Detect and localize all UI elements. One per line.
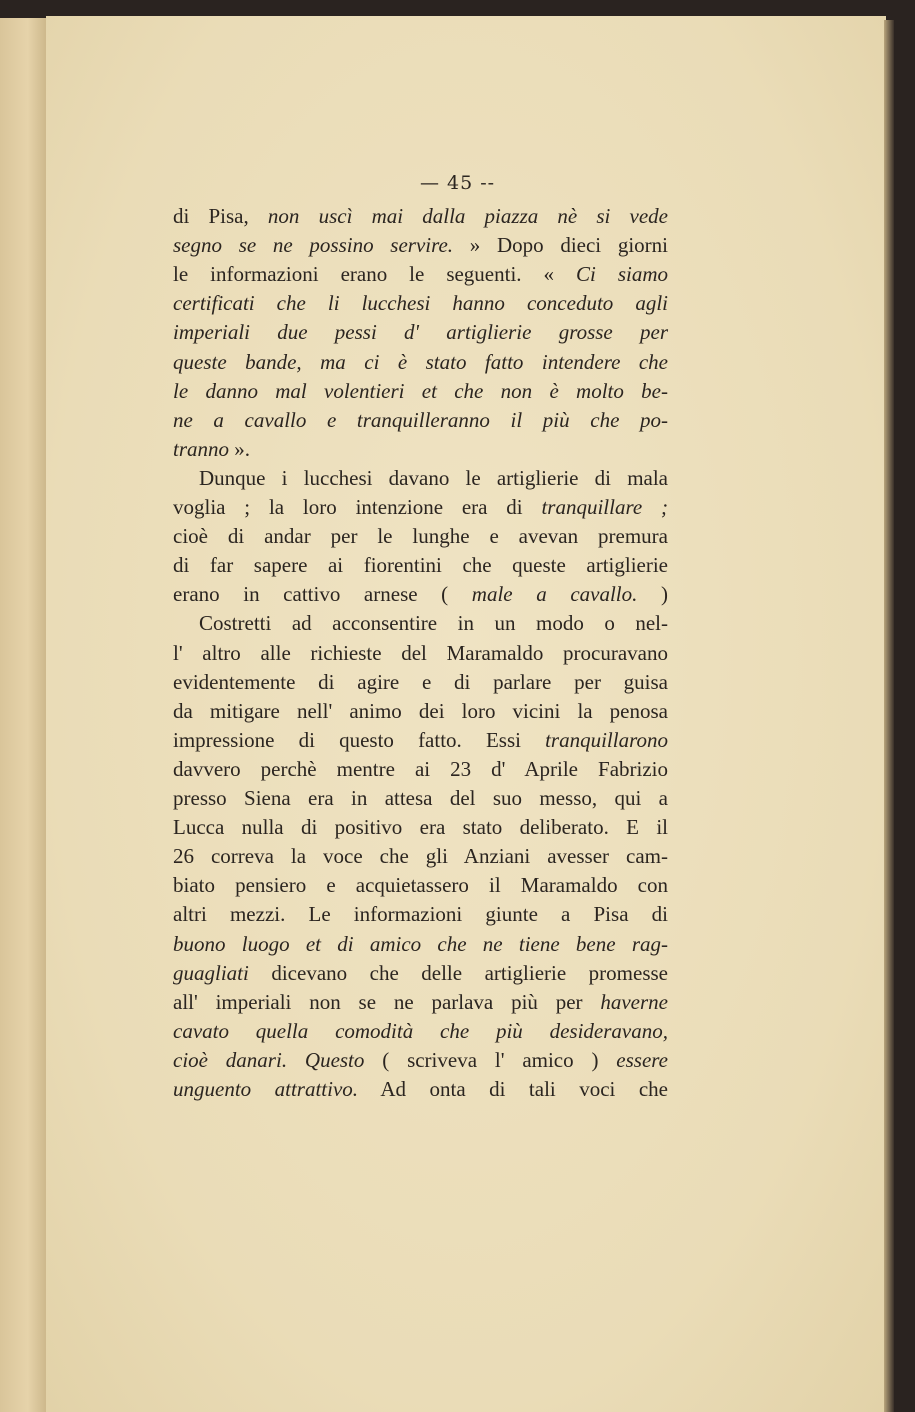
text-segment: davvero perchè mentre ai 23 d' Aprile Fabrizio [173,756,668,781]
text-segment: di Pisa, [173,204,268,228]
text-line [173,698,668,724]
italic-text: Ci siamo [576,262,668,287]
text-segment: » Dopo dieci giorni [453,233,668,258]
italic-text: guagliati [173,960,249,985]
italic-text: essere [616,1047,668,1072]
italic-text: non uscì mai dalla piazza nè si vede [267,204,669,228]
text-line [173,552,668,578]
text-line [173,1076,668,1102]
text-segment: biato pensiero e acquietassero il Maramaldo con [173,873,668,898]
text-line [173,872,668,898]
italic-text: segno se ne possino servire. [173,233,454,258]
italic-text: cavato quella comodità che più desideravano, [173,1018,668,1043]
text-line [173,610,668,636]
italic-text: tranquillarono [545,727,668,752]
text-line [173,232,668,258]
text-segment: l' altro alle richieste del Maramaldo procuravano [173,640,668,665]
text-line [173,960,668,986]
text-line [173,1047,668,1073]
text-segment: 26 correva la voce che gli Anziani avesser cam- [173,844,668,869]
italic-text: tranno [173,436,230,461]
text-line [173,465,668,491]
text-line [173,407,668,433]
previous-page-edge [0,18,48,1412]
text-line [173,290,668,316]
text-line [173,785,668,811]
text-segment: ( scriveva l' amico ) [364,1047,617,1072]
text-line [173,494,668,520]
italic-text: haverne [600,989,668,1014]
italic-text: buono luogo et di amico che ne tiene bene rag- [173,931,668,956]
text-line [173,756,668,782]
text-line [173,1018,668,1044]
text-segment: Ad onta di tali voci che [358,1077,668,1101]
text-segment: erano in cattivo arnese ( [173,582,472,607]
italic-text: male a cavallo. [471,582,638,607]
italic-text: queste bande, ma ci è stato fatto intendere che [173,349,668,374]
text-line [173,989,668,1015]
text-line [173,319,668,345]
text-segment: di far sapere ai fiorentini che queste artiglierie [173,553,668,578]
text-line [173,436,668,462]
text-segment: impressione di questo fatto. Essi [173,727,546,752]
text-segment: ». [229,436,251,461]
italic-text: tranquillare ; [541,495,669,519]
text-line [173,523,668,549]
text-line [173,669,668,695]
text-line [173,727,668,753]
italic-text: ne a cavallo e tranquilleranno il più che po- [173,407,668,432]
text-line [173,814,668,840]
text-segment: da mitigare nell' animo dei loro vicini la penosa [173,698,668,723]
page-number: — 45 -- [419,172,496,194]
text-segment: Dunque i lucchesi davano le artiglierie di mala [199,465,668,490]
text-segment: ) [637,582,668,607]
text-line [173,931,668,957]
text-line [173,349,668,375]
page-edge-shadow [884,20,894,1412]
text-segment: evidentemente di agire e di parlare per guisa [173,669,668,694]
text-segment: cioè di andar per le lunghe e avevan premura [173,524,668,549]
text-line [173,203,668,229]
text-segment: Costretti ad acconsentire in un modo o nel- [199,611,668,636]
italic-text: le danno mal volentieri et che non è molto be- [173,378,668,403]
text-line [173,581,668,607]
italic-text: imperiali due pessi d' artiglierie grosse per [173,320,668,345]
text-segment: altri mezzi. Le informazioni giunte a Pisa di [173,902,668,927]
text-segment: voglia ; la loro intenzione era di [173,495,542,519]
italic-text: cioè danari. Questo [173,1047,365,1072]
text-segment: presso Siena era in attesa del suo messo, qui a [173,786,668,810]
text-line [173,378,668,404]
text-segment: Lucca nulla di positivo era stato deliberato. E il [173,815,668,840]
text-segment: all' imperiali non se ne parlava più per [173,989,601,1014]
text-line [173,261,668,287]
text-segment: le informazioni erano le seguenti. « [173,262,576,287]
italic-text: unguento attrattivo. [173,1077,359,1101]
text-line [173,901,668,927]
text-line [173,640,668,666]
text-segment: dicevano che delle artiglierie promesse [248,960,668,985]
italic-text: certificati che li lucchesi hanno conceduto agli [173,291,668,316]
text-line [173,843,668,869]
